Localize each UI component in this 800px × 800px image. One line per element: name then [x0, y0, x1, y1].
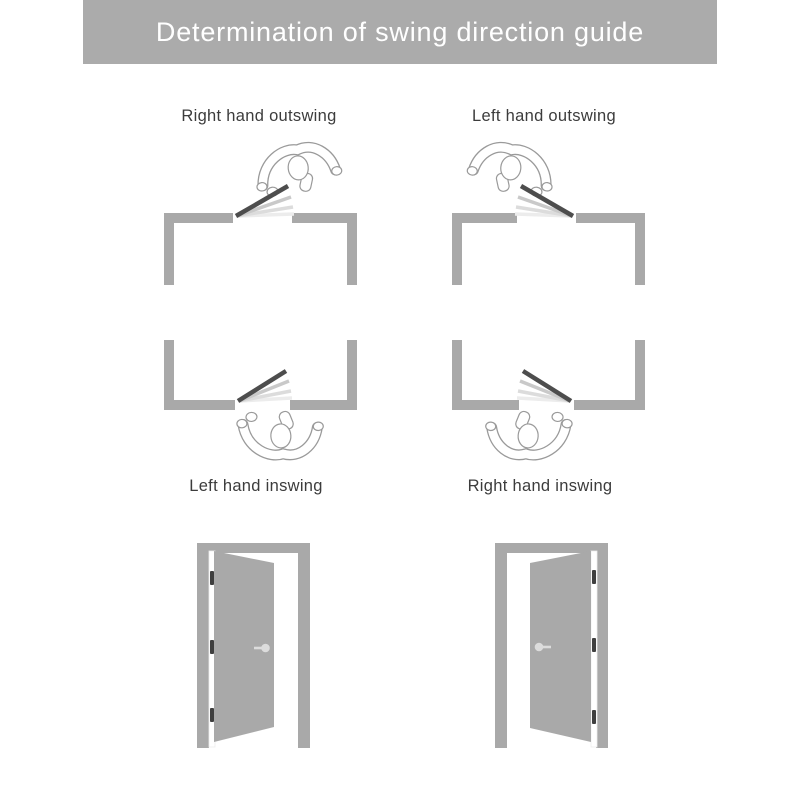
hinge-icon	[592, 710, 596, 724]
plan-label-left-hand-outswing: Left hand outswing	[472, 107, 616, 125]
plan-right-hand-inswing	[448, 330, 648, 480]
plan-label-left-hand-inswing: Left hand inswing	[189, 477, 323, 495]
hinge-icon	[210, 640, 214, 654]
top-view-person-icon	[236, 407, 325, 458]
page-title: Determination of swing direction guide	[155, 16, 645, 47]
header-banner	[83, 0, 717, 64]
plan-label-right-hand-outswing: Right hand outswing	[181, 107, 337, 125]
hinge-icon	[592, 638, 596, 652]
top-view-person-icon	[484, 407, 573, 458]
plan-left-hand-inswing	[160, 330, 360, 480]
top-view-person-icon	[465, 144, 555, 198]
door-illustration-left-hinged	[190, 538, 320, 750]
hinge-icon	[592, 570, 596, 584]
plan-label-right-hand-inswing: Right hand inswing	[467, 477, 613, 495]
plan-left-hand-outswing	[448, 138, 648, 288]
hinge-icon	[210, 571, 214, 585]
door-illustration-right-hinged	[480, 538, 610, 750]
top-view-person-icon	[253, 144, 343, 198]
hinge-icon	[210, 708, 214, 722]
plan-right-hand-outswing	[160, 138, 360, 288]
